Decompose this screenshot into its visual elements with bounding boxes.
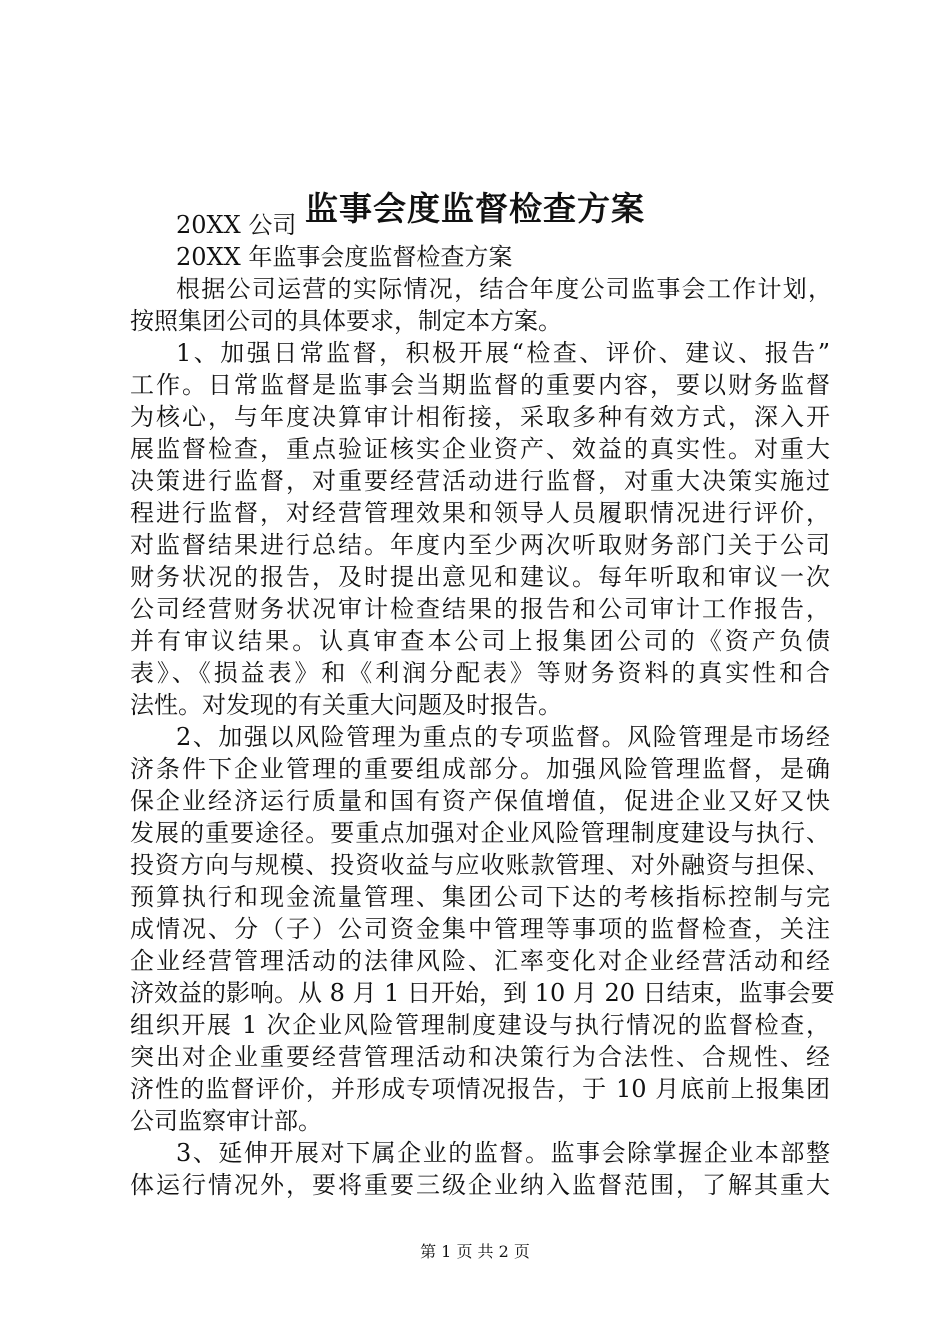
document-title: 监事会度监督检查方案 <box>305 189 645 228</box>
paragraph-line: 成情况、分（子）公司资金集中管理等事项的监督检查，关注 <box>130 915 830 943</box>
paragraph-line: 2、加强以风险管理为重点的专项监督。风险管理是市场经 <box>176 723 830 751</box>
paragraph-line: 突出对企业重要经营管理活动和决策行为合法性、合规性、经 <box>130 1043 830 1071</box>
paragraph-line: 为核心，与年度决算审计相衔接，采取多种有效方式，深入开 <box>130 403 830 431</box>
paragraph-line: 法性。对发现的有关重大问题及时报告。 <box>130 691 562 719</box>
paragraph-line: 投资方向与规模、投资收益与应收账款管理、对外融资与担保、 <box>130 851 830 879</box>
paragraph-line: 根据公司运营的实际情况，结合年度公司监事会工作计划， <box>176 275 832 303</box>
paragraph-line: 济条件下企业管理的重要组成部分。加强风险管理监督，是确 <box>130 755 830 783</box>
company-line: 20XX 公司 <box>176 211 297 239</box>
paragraph-line: 表》、《损益表》和《利润分配表》等财务资料的真实性和合 <box>130 659 830 687</box>
paragraph-line: 发展的重要途径。要重点加强对企业风险管理制度建设与执行、 <box>130 819 830 847</box>
paragraph-line: 1、加强日常监督，积极开展“检查、评价、建议、报告” <box>176 339 830 367</box>
page-number-footer: 第 1 页 共 2 页 <box>420 1242 530 1261</box>
paragraph-line: 3、延伸开展对下属企业的监督。监事会除掌握企业本部整 <box>176 1139 830 1167</box>
paragraph-line: 按照集团公司的具体要求，制定本方案。 <box>130 307 562 335</box>
paragraph-line: 决策进行监督，对重要经营活动进行监督，对重大决策实施过 <box>130 467 830 495</box>
paragraph-line: 公司经营财务状况审计检查结果的报告和公司审计工作报告， <box>130 595 830 623</box>
paragraph-line: 展监督检查，重点验证核实企业资产、效益的真实性。对重大 <box>130 435 830 463</box>
paragraph-line: 工作。日常监督是监事会当期监督的重要内容，要以财务监督 <box>130 371 830 399</box>
paragraph-line: 体运行情况外，要将重要三级企业纳入监督范围，了解其重大 <box>130 1171 830 1199</box>
paragraph-line: 济性的监督评价，并形成专项情况报告，于 10 月底前上报集团 <box>130 1075 830 1103</box>
paragraph-line: 财务状况的报告，及时提出意见和建议。每年听取和审议一次 <box>130 563 830 591</box>
paragraph-line: 预算执行和现金流量管理、集团公司下达的考核指标控制与完 <box>130 883 830 911</box>
paragraph-line: 并有审议结果。认真审查本公司上报集团公司的《资产负债 <box>130 627 830 655</box>
paragraph-line: 济效益的影响。从 8 月 1 日开始，到 10 月 20 日结束，监事会要 <box>130 979 835 1007</box>
paragraph-line: 公司监察审计部。 <box>130 1107 322 1135</box>
paragraph-line: 企业经营管理活动的法律风险、汇率变化对企业经营活动和经 <box>130 947 830 975</box>
paragraph-line: 组织开展 1 次企业风险管理制度建设与执行情况的监督检查， <box>130 1011 830 1039</box>
paragraph-line: 对监督结果进行总结。年度内至少两次听取财务部门关于公司 <box>130 531 830 559</box>
subtitle-line: 20XX 年监事会度监督检查方案 <box>176 243 513 271</box>
paragraph-line: 程进行监督，对经营管理效果和领导人员履职情况进行评价， <box>130 499 830 527</box>
paragraph-line: 保企业经济运行质量和国有资产保值增值，促进企业又好又快 <box>130 787 830 815</box>
